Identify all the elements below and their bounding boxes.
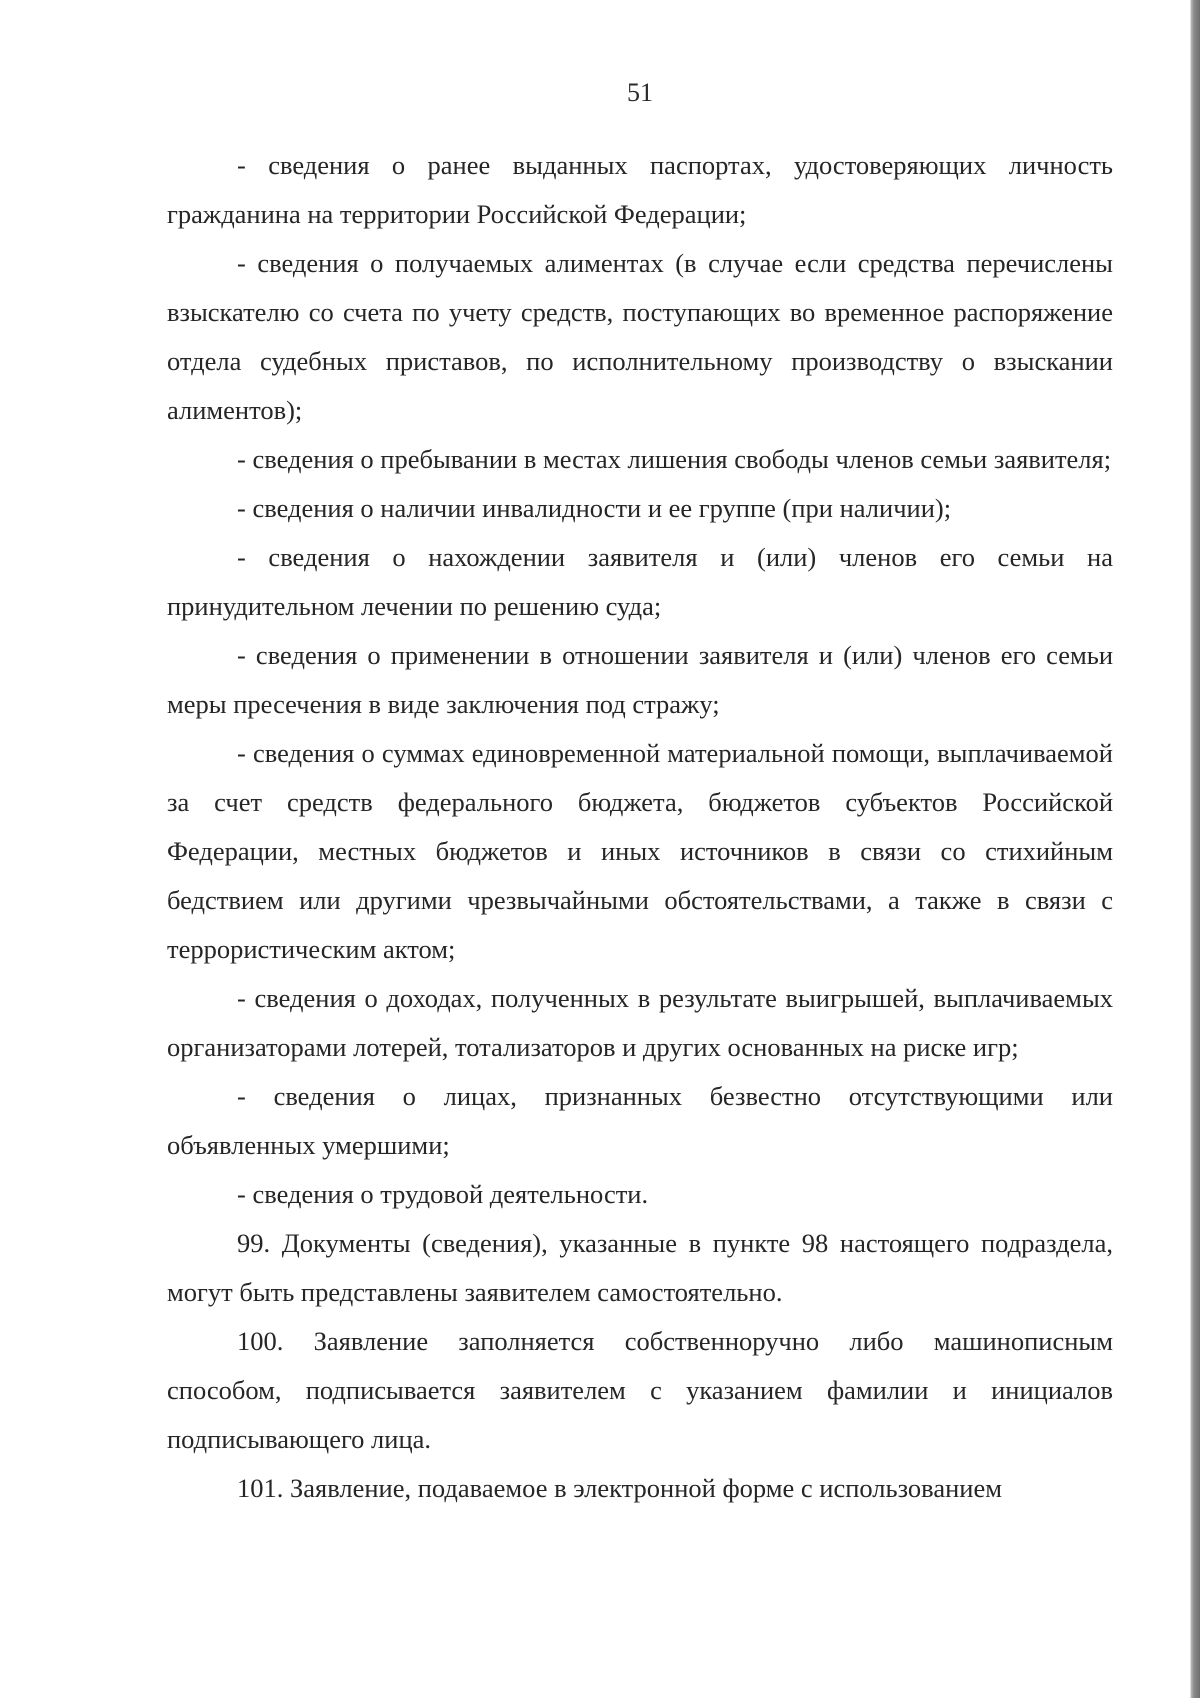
paragraph-item-99: 99. Документы (сведения), указанные в пункте 98 настоящего подраздела, могут быть представлены заявителем самостоятельно. xyxy=(167,1228,1113,1307)
paragraph-disability: - сведения о наличии инвалидности и ее группе (при наличии); xyxy=(237,493,952,523)
page-number: 51 xyxy=(627,78,653,107)
paragraph-previous-passports: - сведения о ранее выданных паспортах, удостоверяющих личность гражданина на территории Российской Федерации; xyxy=(167,150,1113,229)
paragraph-employment: - сведения о трудовой деятельности. xyxy=(237,1179,649,1209)
paragraph-custody: - сведения о применении в отношении заявителя и (или) членов его семьи меры пресечения в виде заключения под стражу; xyxy=(167,640,1113,719)
paragraph-winnings: - сведения о доходах, полученных в результате выигрышей, выплачиваемых организаторами лотерей, тотализаторов и других основанных на риске игр; xyxy=(167,983,1113,1062)
paragraph-compulsory-treatment: - сведения о нахождении заявителя и (или) членов его семьи на принудительном лечении по решению суда; xyxy=(167,542,1113,621)
paragraph-alimony: - сведения о получаемых алиментах (в случае если средства перечислены взыскателю со счета по учету средств, поступающих во временное распоряжение отдела судебных приставов, по исполнительному производству о взыскании алиментов); xyxy=(167,248,1113,425)
document-body xyxy=(167,141,1113,1513)
paragraph-imprisonment: - сведения о пребывании в местах лишения свободы членов семьи заявителя; xyxy=(237,444,1112,474)
page-edge-shadow xyxy=(1170,0,1200,1698)
paragraph-material-aid: - сведения о суммах единовременной материальной помощи, выплачиваемой за счет средств федерального бюджета, бюджетов субъектов Российской Федерации, местных бюджетов и иных источников в связи со стихийным бедствием или другими чрезвычайными обстоятельствами, а также в связи с террористическим актом; xyxy=(167,738,1113,964)
paragraph-item-101: 101. Заявление, подаваемое в электронной форме с использованием xyxy=(237,1473,1002,1503)
paragraph-item-100: 100. Заявление заполняется собственноручно либо машинописным способом, подписывается заявителем с указанием фамилии и инициалов подписывающего лица. xyxy=(167,1326,1113,1454)
paragraph-missing-persons: - сведения о лицах, признанных безвестно отсутствующими или объявленных умершими; xyxy=(167,1081,1113,1160)
